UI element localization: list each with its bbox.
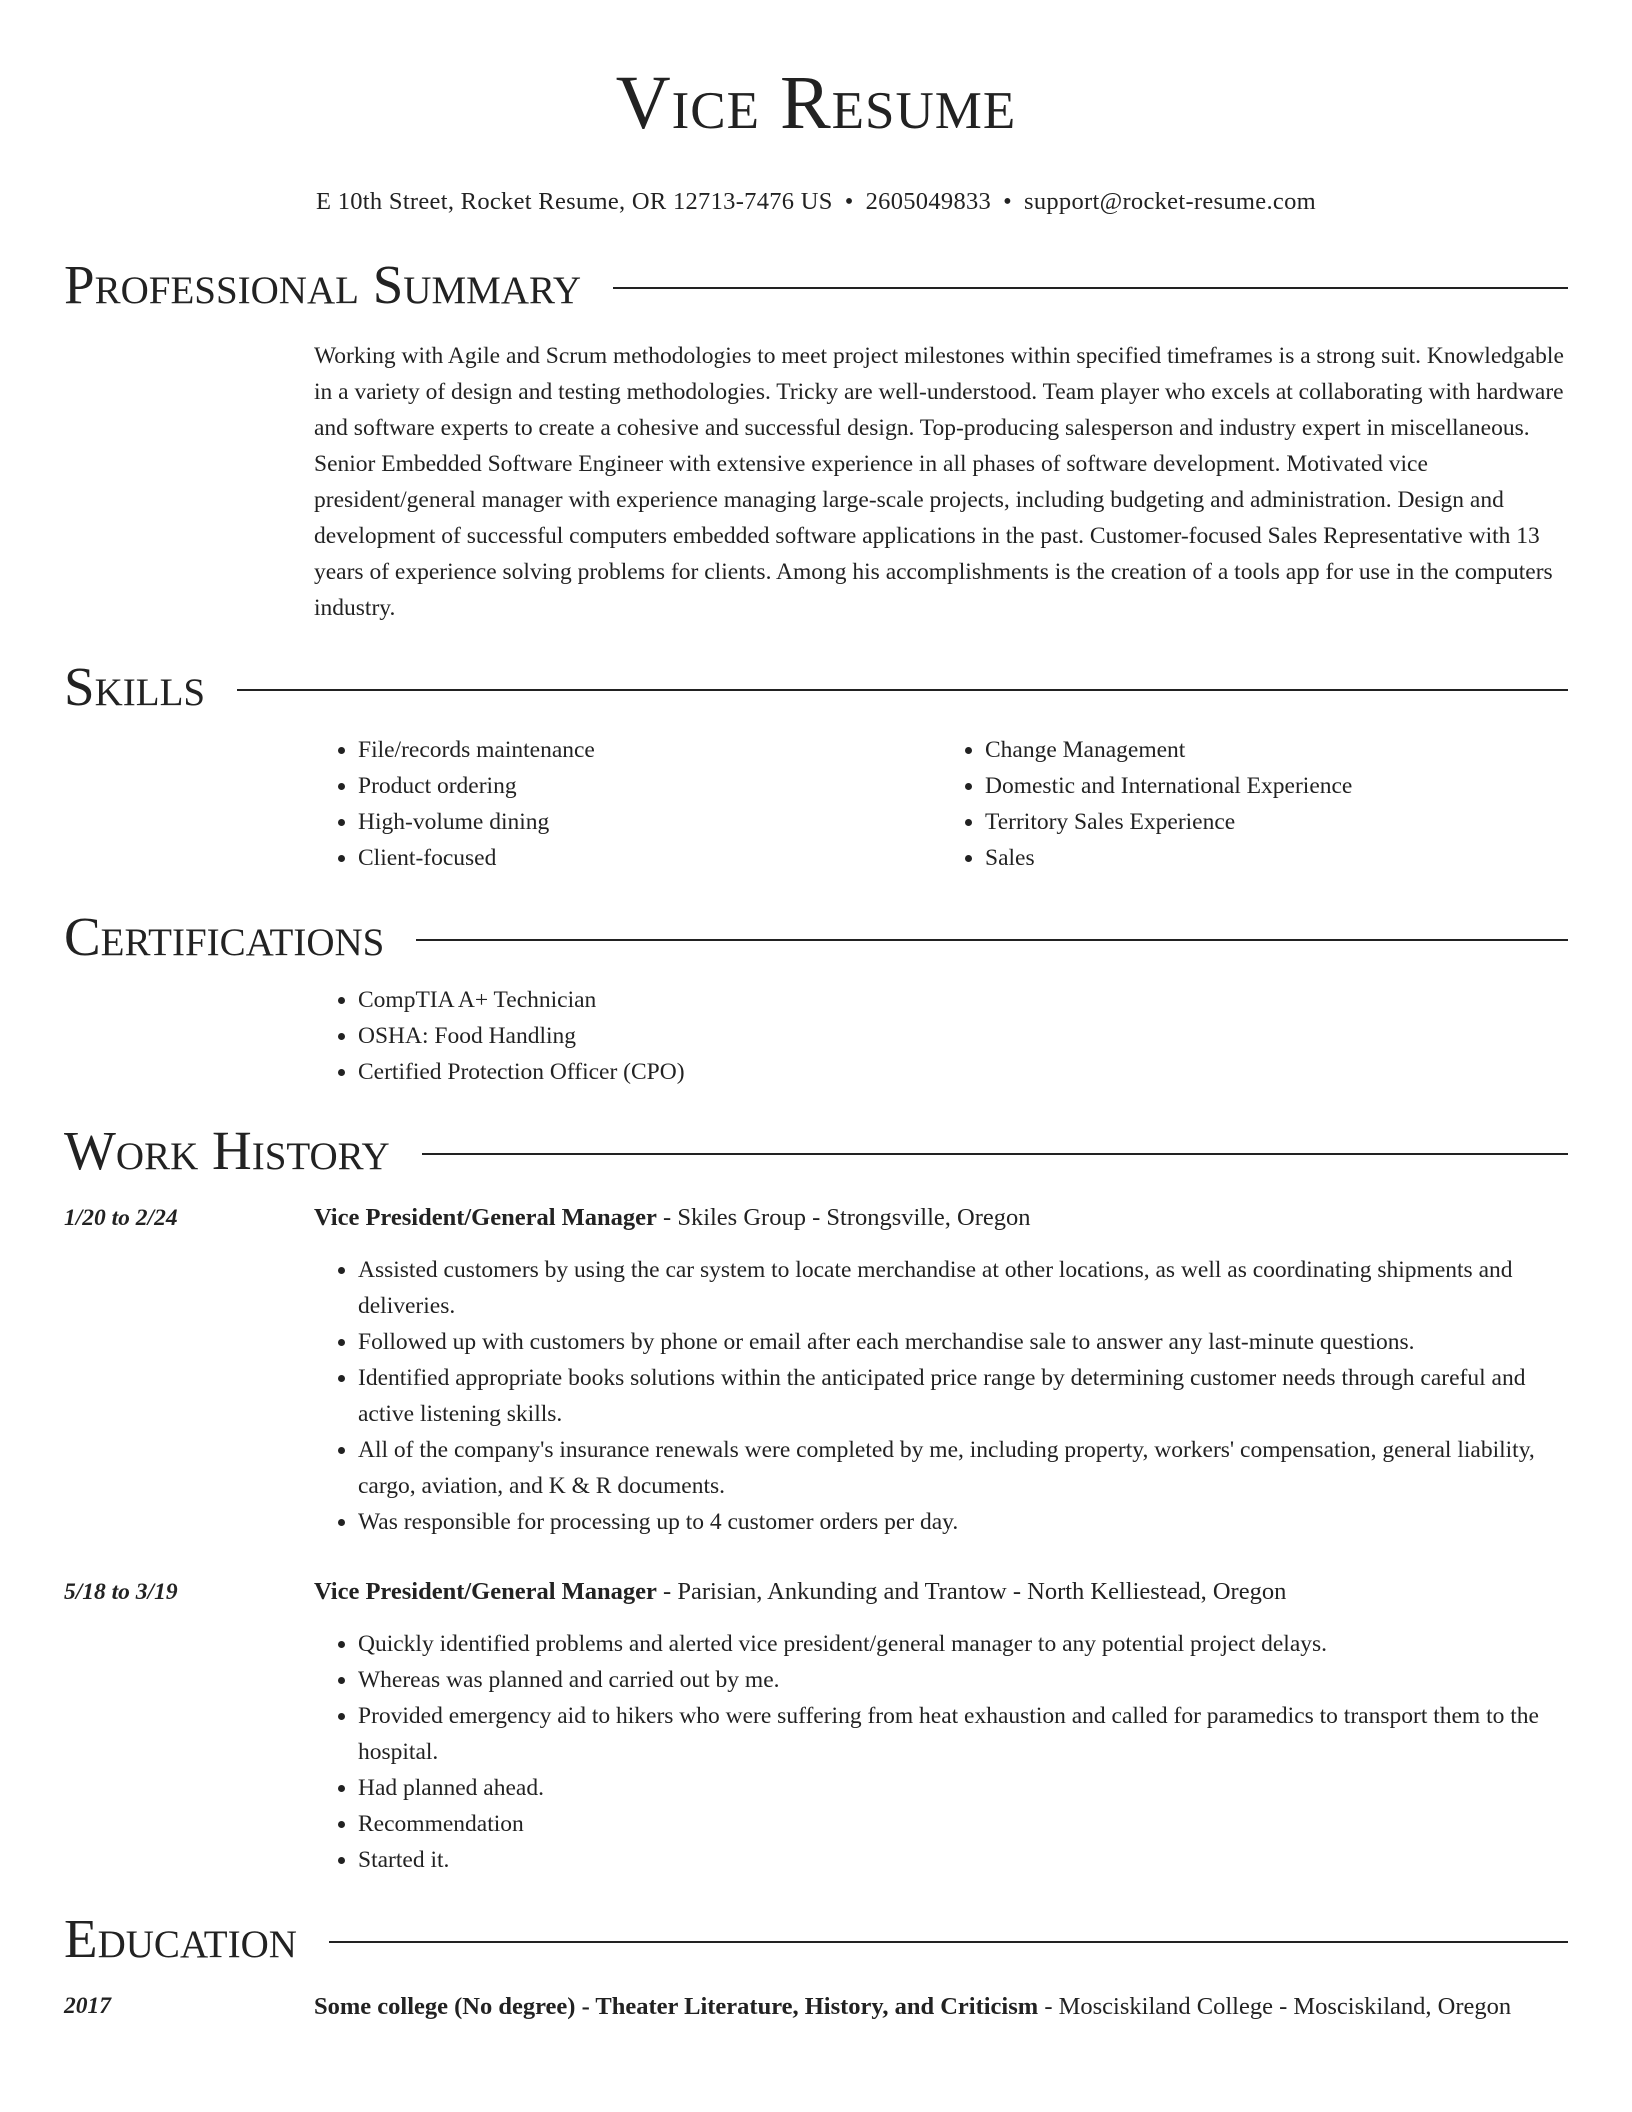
skill-item: • High-volume dining bbox=[358, 804, 941, 840]
summary-heading: Professional Summary bbox=[64, 254, 582, 315]
certification-item: • CompTIA A+ Technician bbox=[358, 982, 1568, 1018]
education-heading: Education bbox=[64, 1908, 297, 1969]
education-body bbox=[314, 1988, 1568, 2026]
education-year: 2017 bbox=[64, 1993, 111, 2019]
job-bullet: • Quickly identified problems and alerted vice president/general manager to any potential project delays. bbox=[358, 1626, 1568, 1662]
job-bullet: • Started it. bbox=[358, 1842, 1568, 1878]
job-body bbox=[314, 1574, 1568, 1878]
section-divider bbox=[613, 287, 1568, 289]
job-bullet: • Recommendation bbox=[358, 1806, 1568, 1842]
certifications-list bbox=[314, 982, 1568, 1090]
section-divider bbox=[329, 1941, 1568, 1943]
contact-line bbox=[64, 188, 1568, 216]
skills-column-right bbox=[941, 732, 1568, 876]
certification-item: • OSHA: Food Handling bbox=[358, 1018, 1568, 1054]
job-bullets bbox=[314, 1626, 1568, 1878]
skill-item: • Client-focused bbox=[358, 840, 941, 876]
certifications-section-header bbox=[64, 906, 1568, 968]
job-company-location: - Skiles Group - Strongsville, Oregon bbox=[656, 1204, 1031, 1231]
contact-separator: • bbox=[844, 188, 854, 215]
job-bullet: • Assisted customers by using the car system to locate merchandise at other locations, as well as coordinating shipments and deliveries. bbox=[358, 1252, 1568, 1324]
skill-item: • Change Management bbox=[985, 732, 1568, 768]
resume-name: Vice Resume bbox=[615, 61, 1017, 145]
job-bullet: • Had planned ahead. bbox=[358, 1770, 1568, 1806]
work-history-heading: Work History bbox=[64, 1120, 390, 1181]
work-history-section-header bbox=[64, 1120, 1568, 1182]
section-divider bbox=[416, 939, 1568, 941]
job-dates: 5/18 to 3/19 bbox=[64, 1579, 178, 1605]
skill-item: • Domestic and International Experience bbox=[985, 768, 1568, 804]
job-bullet: • Identified appropriate books solutions within the anticipated price range by determining customer needs through careful and active listening skills. bbox=[358, 1360, 1568, 1432]
job-entry bbox=[64, 1200, 1568, 1540]
section-divider bbox=[237, 689, 1568, 691]
contact-address: E 10th Street, Rocket Resume, OR 12713-7476 US bbox=[316, 188, 833, 215]
job-title-line bbox=[314, 1200, 1568, 1236]
job-dates: 1/20 to 2/24 bbox=[64, 1205, 178, 1231]
contact-phone: 2605049833 bbox=[865, 188, 992, 215]
job-body bbox=[314, 1200, 1568, 1540]
education-section-header bbox=[64, 1908, 1568, 1970]
skills-heading: Skills bbox=[64, 656, 206, 717]
skills-section-header bbox=[64, 656, 1568, 718]
job-title: Vice President/General Manager bbox=[314, 1204, 657, 1231]
contact-separator: • bbox=[1003, 188, 1012, 215]
section-divider bbox=[422, 1153, 1568, 1155]
job-bullet: • Was responsible for processing up to 4 customer orders per day. bbox=[358, 1504, 1568, 1540]
skill-item: • Sales bbox=[985, 840, 1568, 876]
job-entry bbox=[64, 1574, 1568, 1878]
job-company-location: - Parisian, Ankunding and Trantow - North Kelliestead, Oregon bbox=[656, 1578, 1287, 1605]
job-bullet: • Whereas was planned and carried out by me. bbox=[358, 1662, 1568, 1698]
skill-item: • Product ordering bbox=[358, 768, 941, 804]
summary-section-header bbox=[64, 254, 1568, 316]
certification-item: • Certified Protection Officer (CPO) bbox=[358, 1054, 1568, 1090]
education-school-location: - Mosciskiland College - Mosciskiland, Oregon bbox=[1038, 1993, 1512, 2020]
education-line bbox=[314, 1988, 1568, 2026]
certifications-heading: Certifications bbox=[64, 906, 385, 967]
job-bullet: • Provided emergency aid to hikers who were suffering from heat exhaustion and called for paramedics to transport them to the hospital. bbox=[358, 1698, 1568, 1770]
education-entry bbox=[64, 1988, 1568, 2026]
contact-email: support@rocket-resume.com bbox=[1023, 188, 1316, 215]
skill-item: • File/records maintenance bbox=[358, 732, 941, 768]
job-bullet: • All of the company's insurance renewals were completed by me, including property, workers' compensation, general liability, cargo, aviation, and K & R documents. bbox=[358, 1432, 1568, 1504]
job-bullet: • Followed up with customers by phone or email after each merchandise sale to answer any last-minute questions. bbox=[358, 1324, 1568, 1360]
skills-list bbox=[314, 732, 1568, 876]
education-degree: Some college (No degree) - Theater Literature, History, and Criticism bbox=[314, 1993, 1039, 2020]
job-bullets bbox=[314, 1252, 1568, 1540]
job-title: Vice President/General Manager bbox=[314, 1578, 657, 1605]
skill-item: • Territory Sales Experience bbox=[985, 804, 1568, 840]
job-title-line bbox=[314, 1574, 1568, 1610]
skills-column-left bbox=[314, 732, 941, 876]
summary-text: Working with Agile and Scrum methodologies to meet project milestones within specified timeframes is a strong suit. Knowledgable in a variety of design and testing methodologies. Tricky are well-understood. Team player who excels at collaborating with hardware and software experts to create a cohesive and successful design. Top-producing salesperson and industry expert in miscellaneous. Senior Embedded Software Engineer with extensive experience in all phases of software development. Motivated vice president/general manager with experience managing large-scale projects, including budgeting and administration. Design and development of successful computers embedded software applications in the past. Customer-focused Sales Representative with 13 years of experience solving problems for clients. Among his accomplishments is the creation of a tools app for use in the computers industry. bbox=[314, 343, 1564, 621]
